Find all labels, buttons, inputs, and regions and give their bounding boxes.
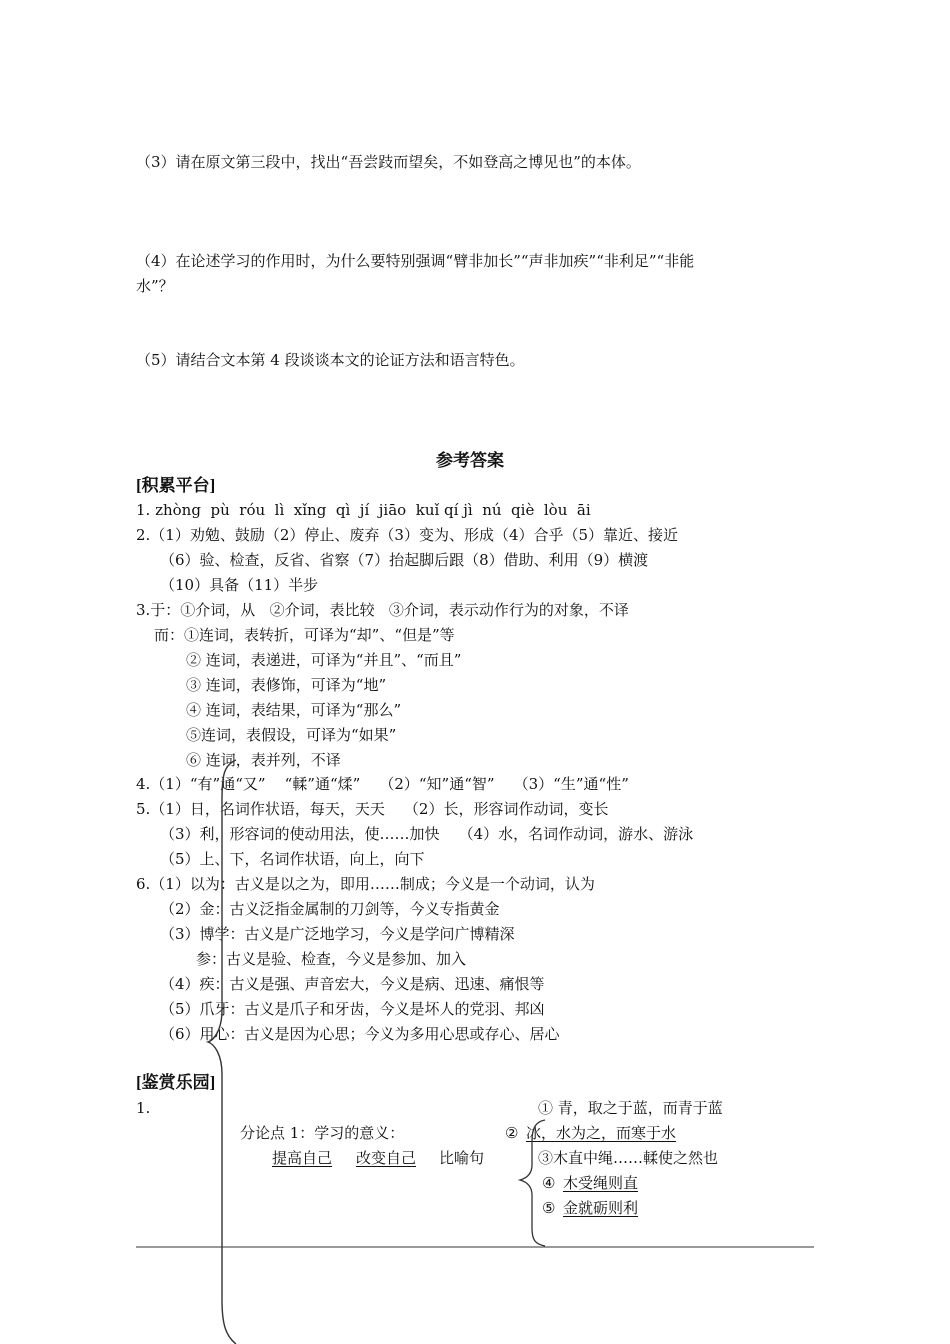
metaphor-sentence-1: ① 青，取之于蓝，而青于蓝 [538,1099,723,1117]
large-left-brace [208,760,236,1344]
metaphor-sentence-4: 木受绳则直 [563,1174,639,1192]
answer-3-line-7: ⑥ 连词，表并列，不译 [186,751,341,769]
answer-6-line-2: （2）金：古义泛指金属制的刀剑等，今义专指黄金 [160,900,500,918]
answer-2-line-2: （6）验、检查，反省、省察（7）抬起脚后跟（8）借助、利用（9）横渡 [160,551,649,569]
metaphor-sentence-5: 金就砺则利 [563,1199,639,1217]
answer-3-line-1: 3.于：①介词，从 ②介词，表比较 ③介词，表示动作行为的对象，不译 [136,601,629,619]
answer-6-line-5: （4）疾：古义是强、声音宏大，今义是病、迅速、痛恨等 [160,975,545,993]
appreciation-item-number: 1. [136,1099,151,1117]
answer-6-line-1: 6.（1）以为：古义是以之为，即用……制成；今义是一个动词，认为 [136,875,595,893]
metaphor-sentence-5-number: ⑤ [542,1199,556,1217]
section-header-accumulation: [积累平台] [136,476,216,495]
metaphor-sentence-4-number: ④ [542,1174,556,1192]
metaphor-sentence-2: 冰，水为之，而寒于水 [526,1124,677,1142]
metaphor-label: 比喻句 [439,1149,485,1167]
answer-3-line-4: ③ 连词，表修饰，可译为“地” [186,676,387,694]
answer-5-line-1: 5.（1）日，名词作状语，每天，天天 （2）长，形容词作动词，变长 [136,800,609,818]
answer-2-line-3: （10）具备（11）半步 [160,576,319,594]
answer-2-line-1: 2.（1）劝勉、鼓励（2）停止、废弃（3）变为、形成（4）合乎（5）靠近、接近 [136,526,679,544]
answer-3-line-5: ④ 连词，表结果，可译为“那么” [186,701,402,719]
answer-6-line-7: （6）用心：古义是因为心思；今义为多用心思或存心、居心 [160,1025,560,1043]
answer-6-line-4: 参：古义是验、检查，今义是参加、加入 [196,950,467,968]
question-4-line-1: （4）在论述学习的作用时，为什么要特别强调“臂非加长”“声非加疾”“非利足”“非能 [136,252,695,270]
question-5: （5）请结合文本第 4 段谈谈本文的论证方法和语言特色。 [136,351,525,369]
metaphor-sentence-3: ③木直中绳……輮使之然也 [538,1149,719,1167]
answer-5-line-2: （3）利，形容词的使动用法，使……加快 （4）水，名词作动词，游水、游泳 [160,825,694,843]
answer-5-line-3: （5）上、下，名词作状语，向上，向下 [160,850,425,868]
answer-3-line-6: ⑤连词，表假设，可译为“如果” [186,726,397,744]
question-3: （3）请在原文第三段中，找出“吾尝跂而望矣，不如登高之博见也”的本体。 [136,153,641,171]
improve-self-text: 提高自己 [272,1149,333,1167]
answer-3-line-2: 而：①连词，表转折，可译为“却”、“但是”等 [154,626,455,644]
sub-argument-label: 分论点 1：学习的意义： [240,1124,405,1142]
question-4-line-2: 水”？ [136,277,174,295]
answer-6-line-6: （5）爪牙：古义是爪子和牙齿，今义是坏人的党羽、邦凶 [160,1000,545,1018]
answer-6-line-3: （3）博学：古义是广泛地学习，今义是学问广博精深 [160,925,515,943]
answer-1-pinyin: 1. zhòng pù róu lì xǐng qì jí jiāo kuǐ qí jì nú qiè lòu āi [136,501,591,519]
section-header-appreciation: [鉴赏乐园] [136,1073,216,1092]
change-self-text: 改变自己 [356,1149,417,1167]
answer-4: 4.（1）“有”通“又” “輮”通“煣” （2）“知”通“智” （3）“生”通“性” [136,775,629,793]
answer-3-line-3: ② 连词，表递进，可译为“并且”、“而且” [186,651,462,669]
answers-title: 参考答案 [436,451,504,470]
metaphor-sentence-2-number: ② [505,1124,519,1142]
